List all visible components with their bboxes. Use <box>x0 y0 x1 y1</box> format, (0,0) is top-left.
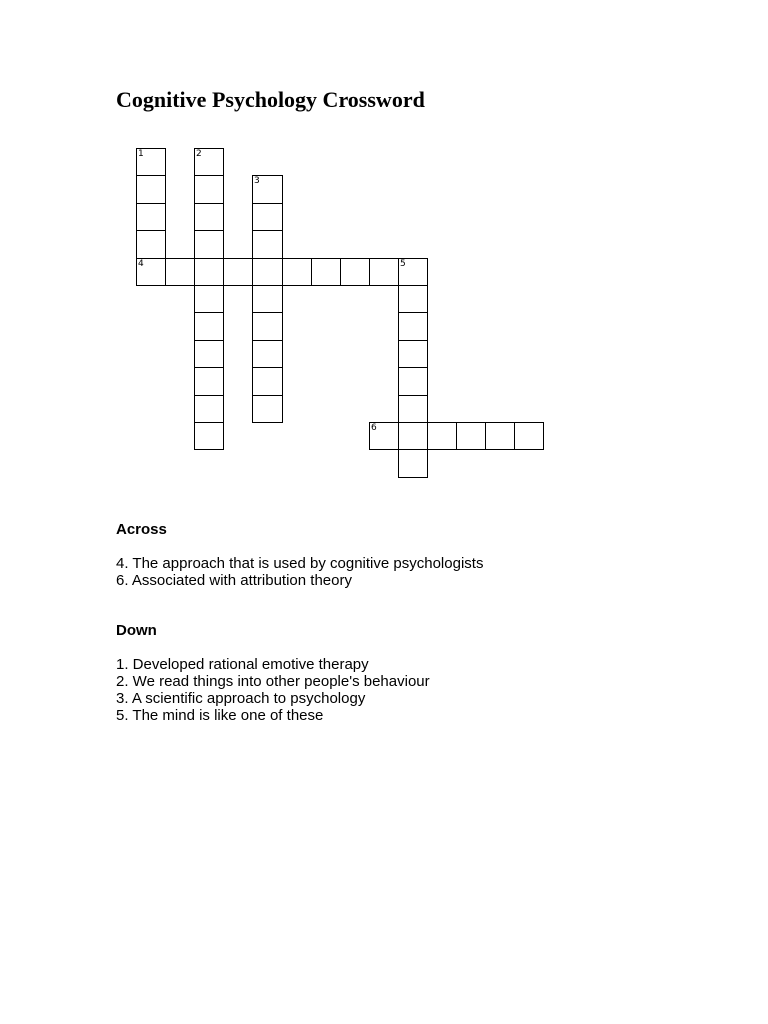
crossword-cell[interactable] <box>369 258 399 286</box>
crossword-cell[interactable] <box>194 230 224 259</box>
clue-number: 2 <box>196 149 202 159</box>
down-clue: 1. Developed rational emotive therapy <box>116 656 369 673</box>
crossword-cell[interactable] <box>223 258 253 286</box>
crossword-cell[interactable] <box>136 148 166 176</box>
clue-number: 3 <box>254 176 260 186</box>
crossword-cell[interactable] <box>311 258 341 286</box>
crossword-grid <box>0 0 768 500</box>
crossword-cell[interactable] <box>194 395 224 423</box>
clue-number: 1 <box>138 149 144 159</box>
crossword-cell[interactable] <box>136 230 166 259</box>
crossword-cell[interactable] <box>252 312 283 341</box>
down-clue-list <box>116 656 430 724</box>
crossword-cell[interactable] <box>427 422 457 450</box>
crossword-cell[interactable] <box>194 367 224 396</box>
down-clue: 2. We read things into other people's behaviour <box>116 673 430 690</box>
crossword-cell[interactable] <box>340 258 370 286</box>
across-clue: 4. The approach that is used by cognitive psychologists <box>116 555 484 572</box>
crossword-cell[interactable] <box>252 367 283 396</box>
crossword-cell[interactable] <box>252 175 283 204</box>
crossword-cell[interactable] <box>398 340 428 368</box>
crossword-cell[interactable] <box>252 258 283 286</box>
page-title: Cognitive Psychology Crossword <box>116 87 425 112</box>
crossword-cell[interactable] <box>194 312 224 341</box>
crossword-cell[interactable] <box>252 395 283 423</box>
crossword-cell[interactable] <box>398 395 428 423</box>
crossword-cell[interactable] <box>485 422 515 450</box>
crossword-cell[interactable] <box>252 285 283 313</box>
clue-number: 4 <box>138 259 144 269</box>
across-heading: Across <box>116 521 167 538</box>
clue-number: 5 <box>400 259 406 269</box>
crossword-cell[interactable] <box>398 449 428 478</box>
crossword-cell[interactable] <box>252 340 283 368</box>
crossword-cell[interactable] <box>398 285 428 313</box>
crossword-cell[interactable] <box>398 312 428 341</box>
crossword-cell[interactable] <box>252 203 283 231</box>
crossword-cell[interactable] <box>194 148 224 176</box>
crossword-cell[interactable] <box>194 422 224 450</box>
crossword-cell[interactable] <box>194 175 224 204</box>
crossword-cell[interactable] <box>165 258 195 286</box>
crossword-cell[interactable] <box>194 285 224 313</box>
crossword-cell[interactable] <box>398 367 428 396</box>
crossword-cell[interactable] <box>514 422 544 450</box>
clue-number: 6 <box>371 423 377 433</box>
crossword-cell[interactable] <box>136 203 166 231</box>
crossword-cell[interactable] <box>194 258 224 286</box>
crossword-cell[interactable] <box>398 258 428 286</box>
across-clue: 6. Associated with attribution theory <box>116 572 352 589</box>
crossword-cell[interactable] <box>194 340 224 368</box>
crossword-cell[interactable] <box>282 258 312 286</box>
crossword-cell[interactable] <box>136 258 166 286</box>
down-heading: Down <box>116 622 157 639</box>
across-clue-list <box>116 555 483 589</box>
crossword-cell[interactable] <box>398 422 428 450</box>
down-clue: 3. A scientific approach to psychology <box>116 690 366 707</box>
crossword-cell[interactable] <box>252 230 283 259</box>
crossword-cell[interactable] <box>369 422 399 450</box>
crossword-cell[interactable] <box>194 203 224 231</box>
crossword-cell[interactable] <box>136 175 166 204</box>
crossword-cell[interactable] <box>456 422 486 450</box>
down-clue: 5. The mind is like one of these <box>116 707 324 724</box>
